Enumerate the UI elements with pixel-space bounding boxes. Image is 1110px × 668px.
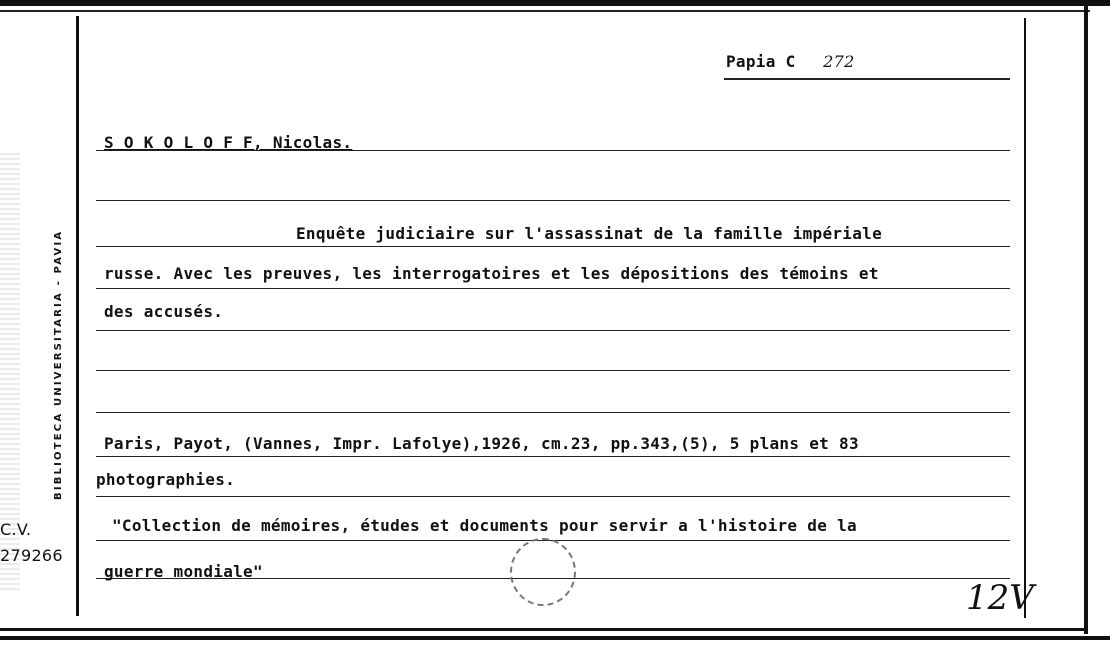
inventory-number: 279266 bbox=[0, 546, 63, 565]
series-line-1: "Collection de mémoires, études et documents pour servir a l'histoire de la bbox=[112, 516, 857, 535]
title-line-2: russe. Avec les preuves, les interrogatoires et les dépositions des témoins et bbox=[104, 264, 879, 283]
rule-5 bbox=[96, 330, 1010, 331]
card-right-edge bbox=[1084, 0, 1088, 634]
rule-4 bbox=[96, 288, 1010, 289]
title-line-1: Enquête judiciaire sur l'assassinat de la famille impériale bbox=[296, 224, 883, 243]
imprint-line-2: photographies. bbox=[96, 470, 236, 489]
margin-line bbox=[76, 16, 79, 616]
title-line-3: des accusés. bbox=[104, 302, 224, 321]
shelf-number: 272 bbox=[823, 52, 855, 71]
handwritten-mark: 12V bbox=[966, 578, 1034, 618]
rule-7 bbox=[96, 412, 1010, 413]
shelfmark bbox=[726, 52, 855, 71]
card-bottom-edge bbox=[0, 636, 1110, 640]
series-line-2: guerre mondiale" bbox=[104, 562, 263, 581]
rule-2 bbox=[96, 200, 1010, 201]
faded-stamp bbox=[510, 538, 576, 606]
header-rule bbox=[724, 78, 1010, 80]
rule-8 bbox=[96, 456, 1010, 457]
rule-6 bbox=[96, 370, 1010, 371]
rule-3 bbox=[96, 246, 1010, 247]
author-heading: S O K O L O F F, Nicolas. bbox=[104, 133, 353, 152]
card-top-border bbox=[0, 10, 1090, 12]
imprint-line-1: Paris, Payot, (Vannes, Impr. Lafolye),1926, cm.23, pp.343,(5), 5 plans et 83 bbox=[104, 434, 859, 453]
card-top-edge bbox=[0, 0, 1110, 6]
right-margin-line bbox=[1024, 18, 1026, 618]
card-bottom-border bbox=[0, 628, 1086, 631]
collection-label: Papia C bbox=[726, 52, 796, 71]
rule-9 bbox=[96, 496, 1010, 497]
inventory-prefix: C.V. bbox=[0, 520, 32, 539]
library-stamp: BIBLIOTECA UNIVERSITARIA - PAVIA bbox=[53, 229, 64, 500]
